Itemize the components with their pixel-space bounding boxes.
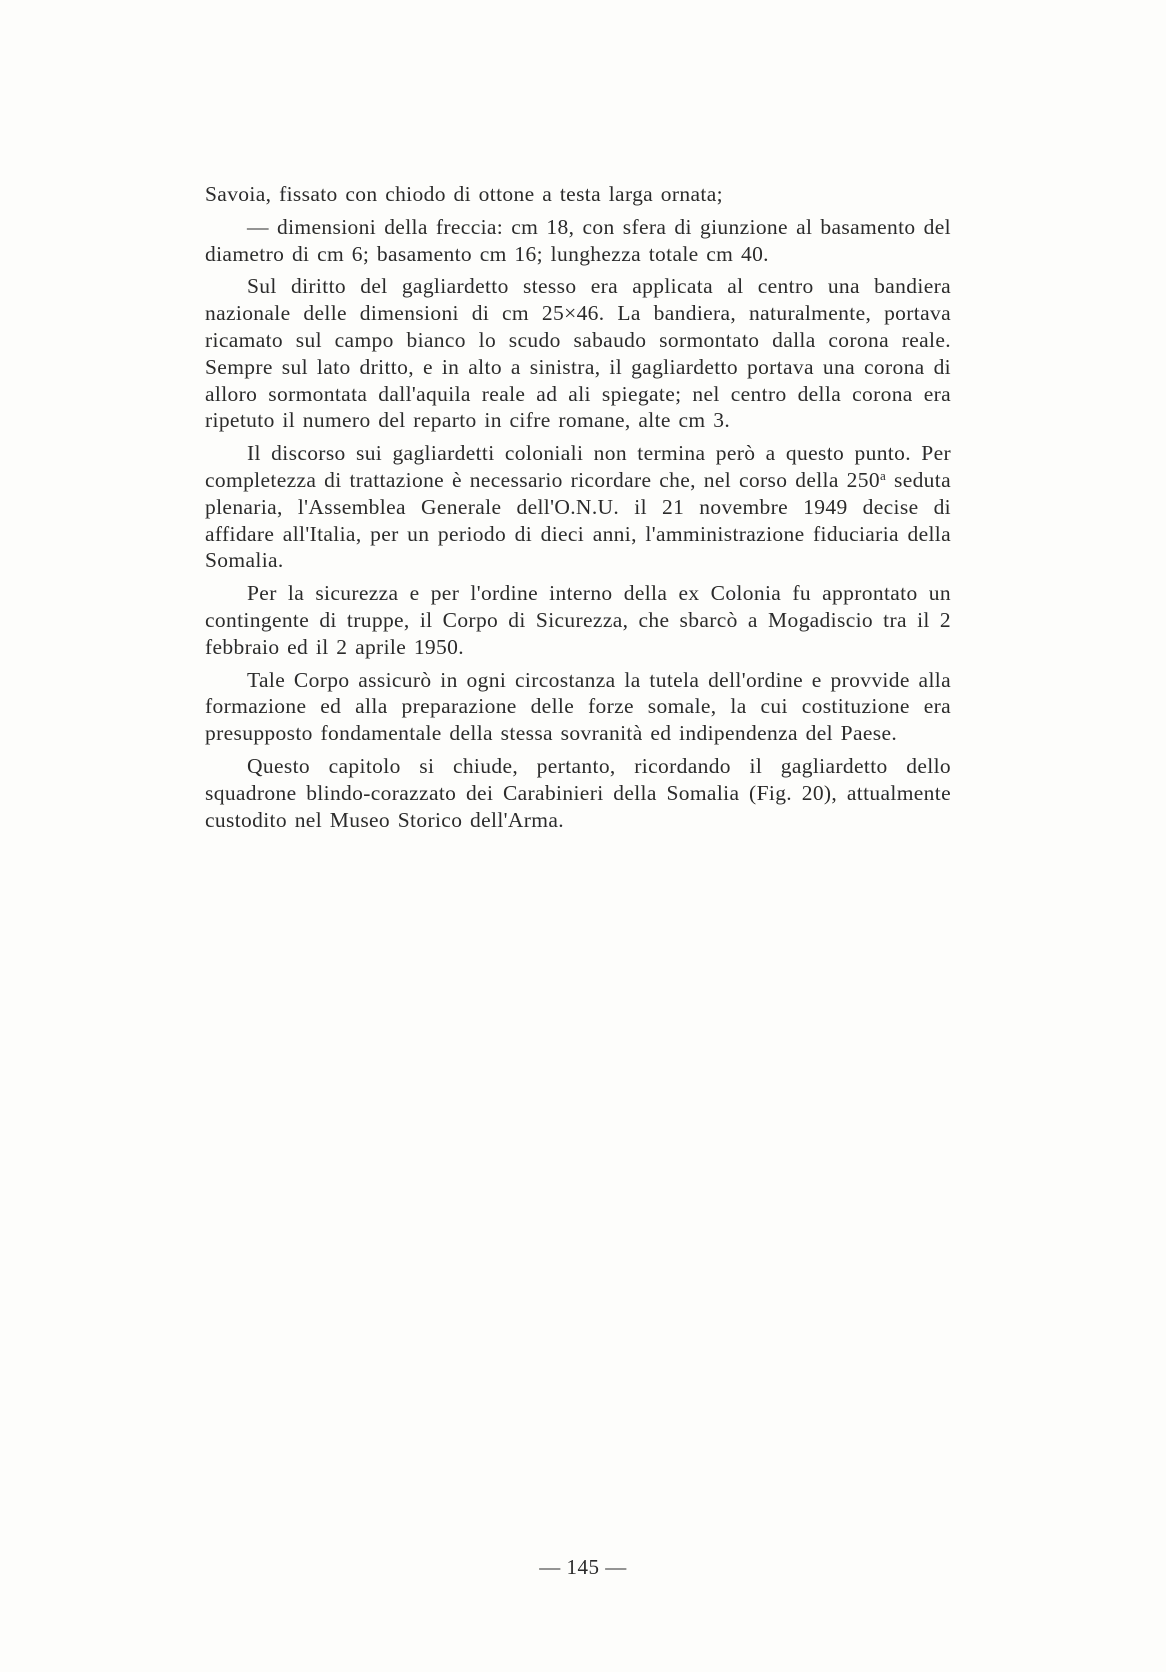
- paragraph-onu-text-after: seduta plenaria, l'Assemblea Generale dell'O.N.U. il 21 novembre 1949 decise di affidare all'Italia, per un periodo di dieci anni, l'amministrazione fiduciaria della Somalia.: [205, 467, 951, 573]
- paragraph-onu-text-before: Il discorso sui gagliardetti coloniali non termina però a questo punto. Per completezza di trattazione è necessario ricordare che, nel corso della 250: [205, 441, 951, 492]
- body-text: [205, 181, 951, 839]
- paragraph-continuation: Savoia, fissato con chiodo di ottone a testa larga ornata;: [205, 182, 723, 206]
- page-number: — 145 —: [539, 1555, 627, 1579]
- paragraph-onu-trusteeship: [205, 440, 951, 574]
- paragraph-chapter-close: Questo capitolo si chiude, pertanto, ricordando il gagliardetto dello squadrone blindo-corazzato dei Carabinieri della Somalia (Fig. 20), attualmente custodito nel Museo Storico dell'Arma.: [205, 753, 951, 832]
- paragraph-flag-description: Sul diritto del gagliardetto stesso era applicata al centro una bandiera nazionale delle dimensioni di cm 25×46. La bandiera, naturalmente, portava ricamato sul campo bianco lo scudo sabaudo sormontato dalla corona reale. Sempre sul lato dritto, e in alto a sinistra, il gagliardetto portava una corona di alloro sormontata dall'aquila reale ad ali spiegate; nel centro della corona era ripetuto il numero del reparto in cifre romane, alte cm 3.: [205, 274, 951, 433]
- paragraph-corps-role: Tale Corpo assicurò in ogni circostanza la tutela dell'ordine e provvide alla formazione ed alla preparazione delle forze somale, la cui costituzione era presupposto fondamentale della stessa sovranità ed indipendenza del Paese.: [205, 667, 951, 746]
- ordinal-superscript: a: [879, 467, 887, 483]
- paragraph-security-corps: Per la sicurezza e per l'ordine interno della ex Colonia fu approntato un contingente di truppe, il Corpo di Sicurezza, che sbarcò a Mogadiscio tra il 2 febbraio ed il 2 aprile 1950.: [205, 581, 951, 659]
- paragraph-dimensions: — dimensioni della freccia: cm 18, con sfera di giunzione al basamento del diametro di cm 6; basamento cm 16; lunghezza totale cm 40.: [205, 214, 951, 266]
